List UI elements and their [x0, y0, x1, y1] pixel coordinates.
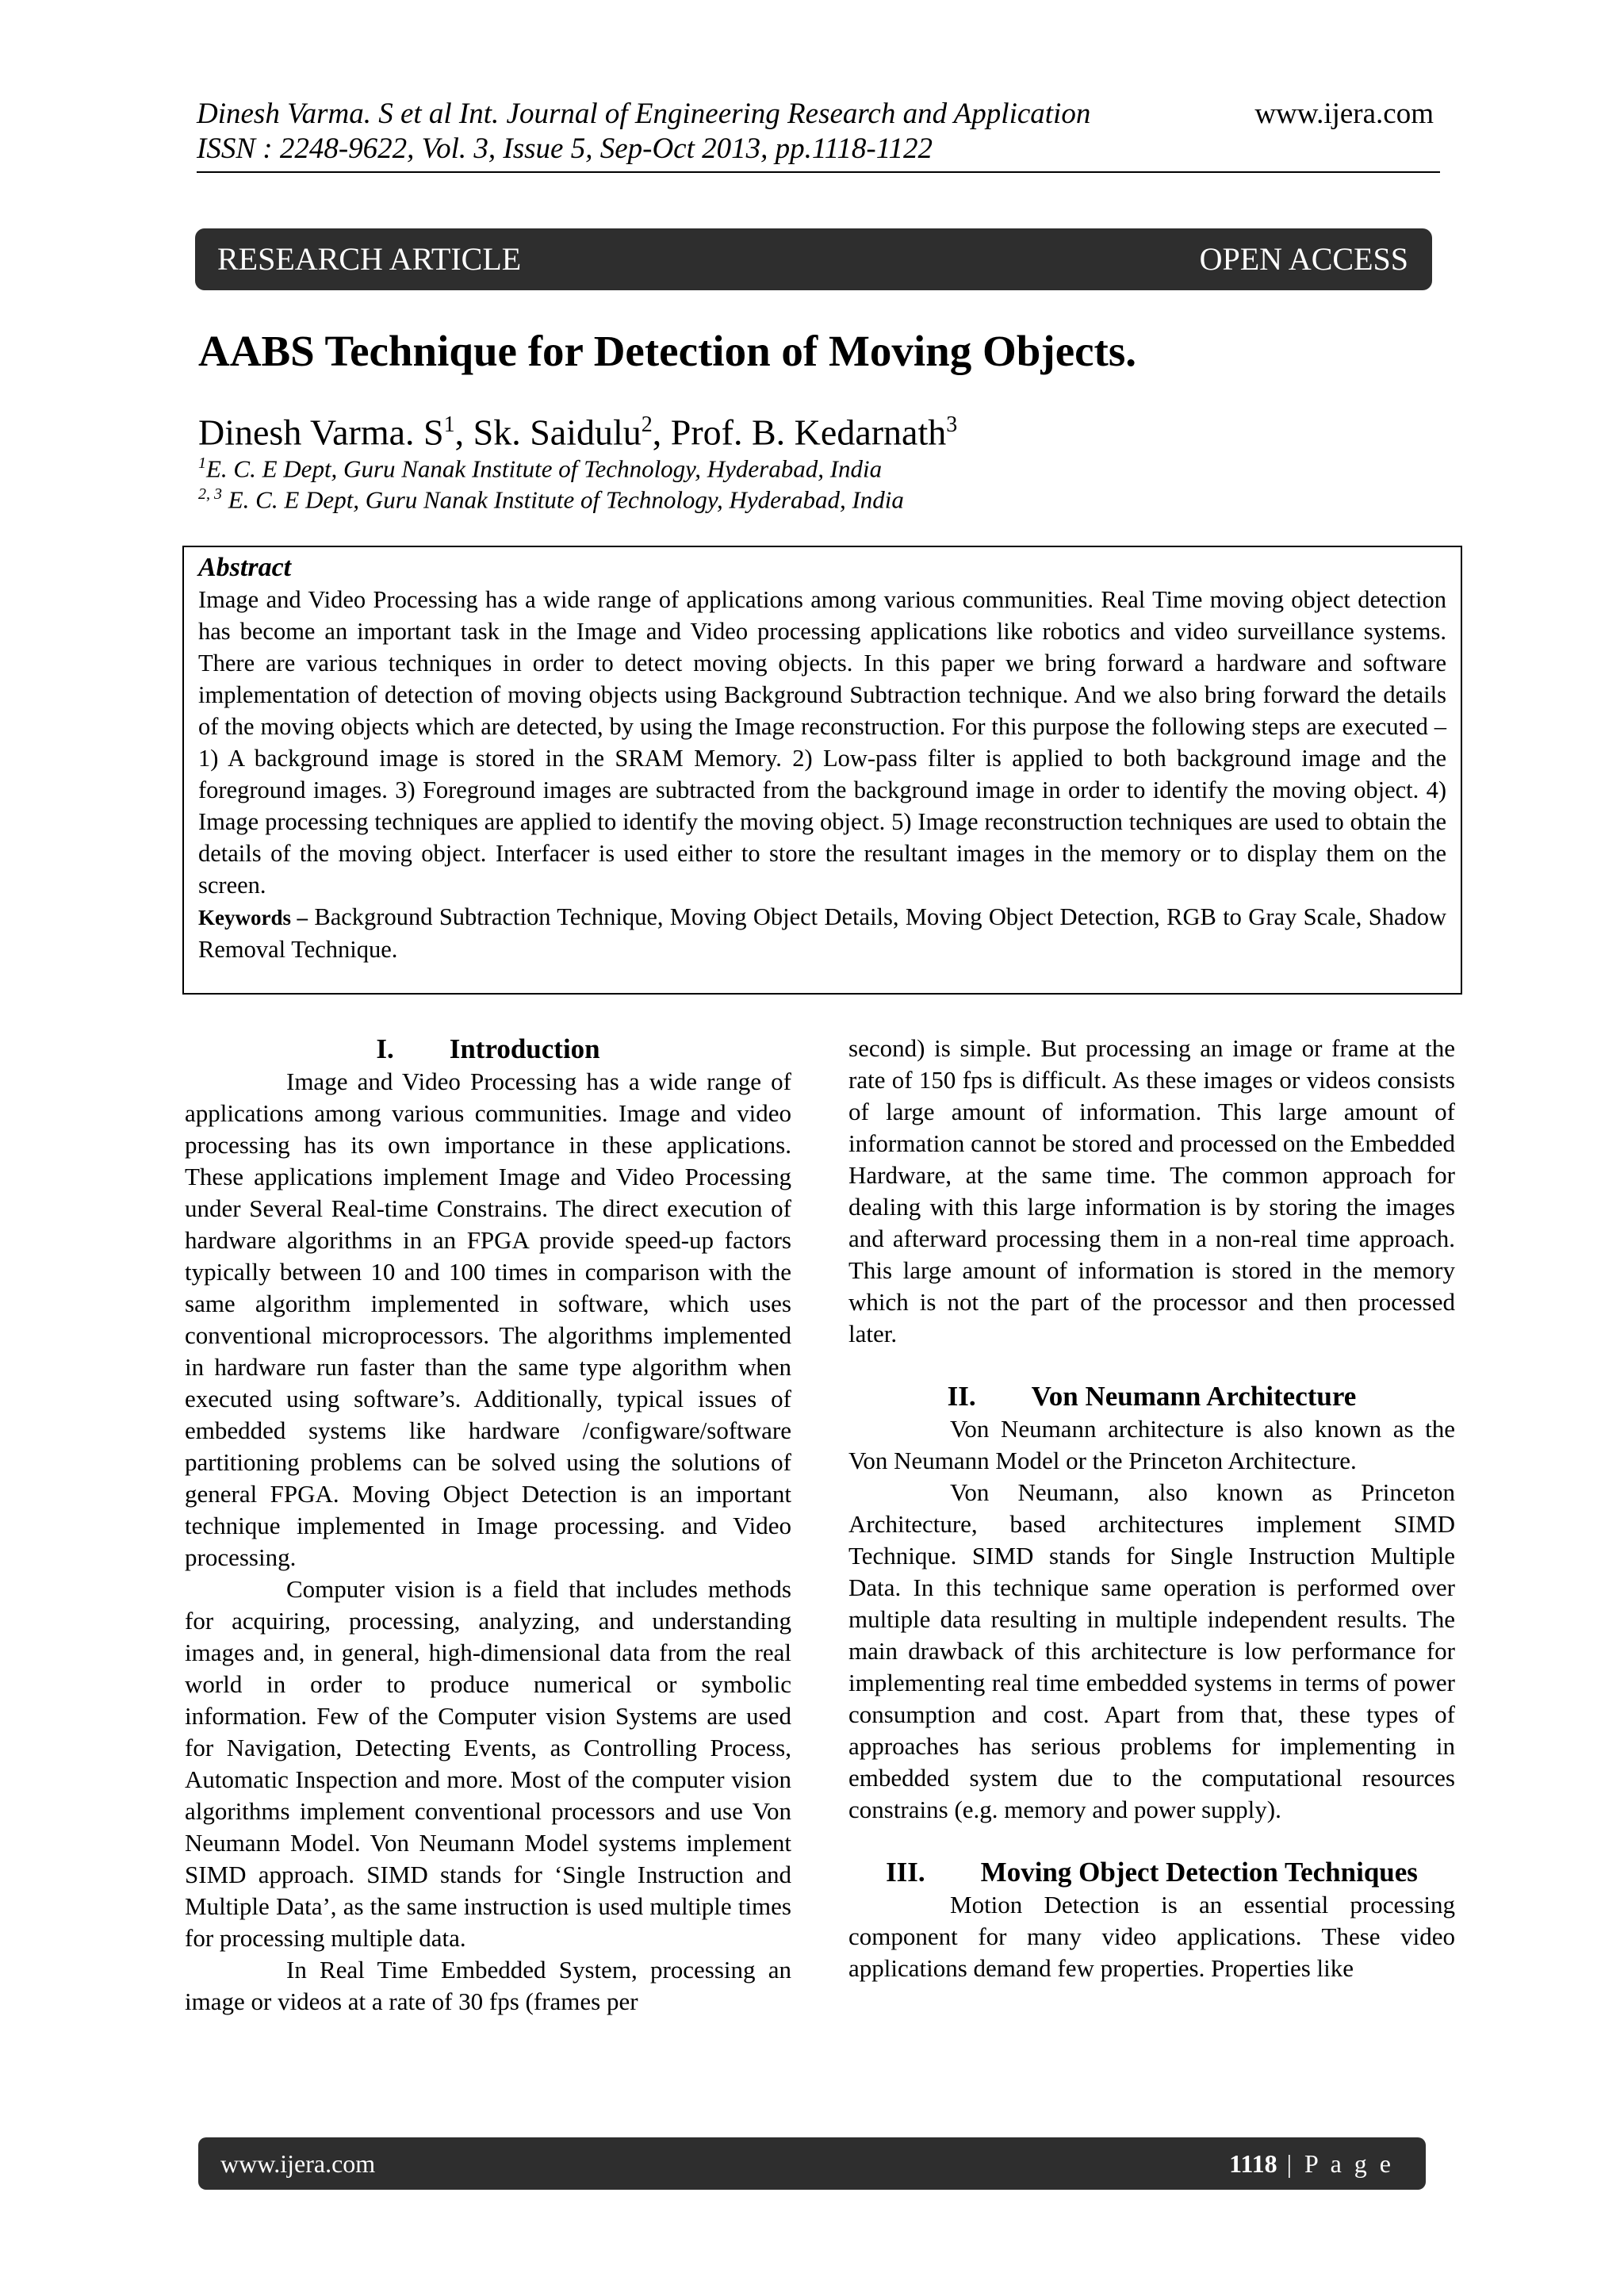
affiliation-text: E. C. E Dept, Guru Nanak Institute of Technology, Hyderabad, India	[206, 454, 883, 483]
author-list	[198, 403, 957, 454]
right-column	[848, 1033, 1455, 1984]
page-number: 1118	[1229, 2149, 1277, 2178]
paragraph: second) is simple. But processing an image or frame at the rate of 150 fps is difficult. As these images or videos consists of large amount of information. This large amount of information cannot be stored and processed on the Embedded Hardware, at the same time. The common approach for dealing with this large information is by storing the images and afterward processing them in a non-real time approach. This large amount of information is stored in the memory which is not the part of the processor and then processed later.	[848, 1034, 1455, 1347]
paper-title: AABS Technique for Detection of Moving Objects.	[198, 327, 1136, 375]
keywords-label: Keywords –	[198, 906, 308, 930]
author-superscript: 3	[946, 412, 958, 437]
left-column	[185, 1033, 791, 2018]
section-heading-introduction: I. Introduction	[376, 1033, 600, 1064]
section-heading-von-neumann: II. Von Neumann Architecture	[947, 1381, 1357, 1412]
author-name: , Sk. Saidulu	[454, 412, 642, 453]
author-name: , Prof. B. Kedarnath	[652, 412, 947, 453]
section-heading-moving-object-detection: III. Moving Object Detection Techniques	[886, 1857, 1418, 1888]
paragraph: Image and Video Processing has a wide range of applications among various communities. Image and video processing has its own importance in these applications. These applications implement Image and Video Processing under Several Real-time Constrains. The direct execution of hardware algorithms in an FPGA provide speed-up factors typically between 10 and 100 times in comparison with the same algorithm implemented in software, which uses conventional microprocessors. The algorithms implemented in hardware run faster than the same type algorithm when executed using software’s. Additionally, typical issues of embedded systems like hardware /configware/software partitioning problems can be solved using the solutions of general FPGA. Moving Object Detection is an important technique implemented in Image processing. and Video processing.	[185, 1068, 791, 1571]
footer-bar	[198, 2137, 1426, 2190]
affiliation-superscript: 2, 3	[198, 485, 222, 503]
page-label: | P a g e	[1277, 2149, 1394, 2178]
affiliation-line	[198, 449, 1388, 483]
header-divider	[197, 171, 1440, 173]
running-header	[197, 97, 1434, 167]
paragraph: Von Neumann, also known as Princeton Architecture, based architectures implement SIMD Technique. SIMD stands for Single Instruction Multiple Data. In this technique same operation is performed over multiple data resulting in multiple independent results. The main drawback of this architecture is low performance for implementing real time embedded systems in terms of power consumption and cost. Apart from that, these types of approaches has serious problems for implementing in embedded system due to the computational resources constrains (e.g. memory and power supply).	[848, 1478, 1455, 1823]
article-type-banner	[195, 228, 1432, 290]
journal-citation-line: Dinesh Varma. S et al Int. Journal of Engineering Research and Application	[197, 98, 1091, 130]
abstract-box	[182, 546, 1462, 995]
paragraph: Von Neumann architecture is also known as the Von Neumann Model or the Princeton Architecture.	[848, 1415, 1455, 1474]
paragraph: Motion Detection is an essential processing component for many video applications. These video applications demand few properties. Properties like	[848, 1891, 1455, 1982]
paragraph: In Real Time Embedded System, processing an image or videos at a rate of 30 fps (frames per	[185, 1956, 791, 2015]
affiliation-line	[198, 480, 1388, 514]
open-access-label: OPEN ACCESS	[1199, 241, 1408, 277]
issn-line: ISSN : 2248-9622, Vol. 3, Issue 5, Sep-Oct 2013, pp.1118-1122	[197, 132, 933, 165]
affiliation-text: E. C. E Dept, Guru Nanak Institute of Technology, Hyderabad, India	[222, 485, 904, 514]
keywords	[198, 901, 1446, 965]
author-name: Dinesh Varma. S	[198, 412, 444, 453]
keywords-text: Background Subtraction Technique, Moving Object Details, Moving Object Detection, RGB to Gray Scale, Shadow Removal Technique.	[198, 903, 1446, 963]
abstract-body: Image and Video Processing has a wide range of applications among various communities. Real Time moving object detection has become an important task in the Image and Video processing applications like robotics and video surveillance systems. There are various techniques in order to detect moving objects. In this paper we bring forward a hardware and software implementation of detection of moving objects using Background Subtraction technique. And we also bring forward the details of the moving objects which are detected, by using the Image reconstruction. For this purpose the following steps are executed – 1) A background image is stored in the SRAM Memory. 2) Low-pass filter is applied to both background image and the foreground images. 3) Foreground images are subtracted from the background image in order to identify the moving object. 4) Image processing techniques are applied to identify the moving object. 5) Image reconstruction techniques are used to obtain the details of the moving object. Interfacer is used either to store the resultant images in the memory or to display them on the screen.	[198, 586, 1446, 899]
footer-website-link[interactable]: www.ijera.com	[220, 2149, 376, 2178]
abstract-heading: Abstract	[198, 553, 292, 582]
author-superscript: 1	[443, 412, 455, 437]
page-indicator	[1229, 2137, 1394, 2190]
paragraph: Computer vision is a field that includes methods for acquiring, processing, analyzing, and understanding images and, in general, high-dimensional data from the real world in order to produce numerical or symbolic information. Few of the Computer vision Systems are used for Navigation, Detecting Events, as Controlling Process, Automatic Inspection and more. Most of the computer vision algorithms implement conventional processors and use Von Neumann Model. Von Neumann Model systems implement SIMD approach. SIMD stands for ‘Single Instruction and Multiple Data’, as the same instruction is used multiple times for processing multiple data.	[185, 1575, 791, 1952]
affiliation-superscript: 1	[198, 454, 206, 472]
author-superscript: 2	[641, 412, 653, 437]
research-article-label: RESEARCH ARTICLE	[217, 241, 522, 277]
header-website-link[interactable]: www.ijera.com	[1254, 98, 1434, 130]
